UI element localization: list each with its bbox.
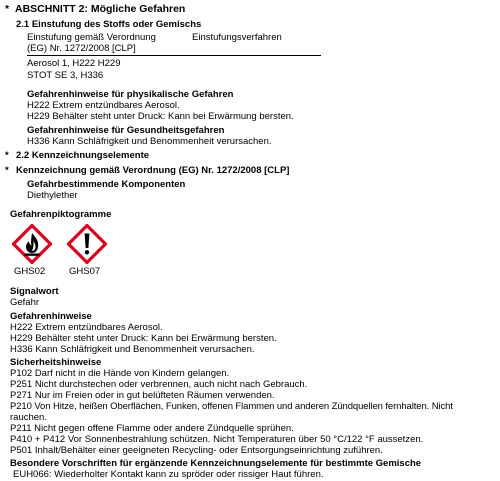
signal-word: Gefahr (10, 297, 40, 308)
health-hazard-1: H336 Kann Schläfrigkeit und Benommenheit verursachen. (27, 136, 272, 147)
classification-col-header-1b: (EG) Nr. 1272/2008 [CLP] (27, 43, 136, 54)
hazard-statement: H222 Extrem entzündbares Aerosol. (10, 322, 163, 333)
safety-statement: P271 Nur im Freien oder in gut belüfteten Räumen verwenden. (10, 390, 275, 401)
safety-statements-title: Sicherheitshinweise (10, 357, 102, 368)
classification-col-header-2: Einstufungsverfahren (192, 32, 282, 43)
subsection-2-1-title: 2.1 Einstufung des Stoffs oder Gemischs (16, 19, 202, 30)
pictograms-title: Gefahrenpiktogramme (10, 209, 112, 220)
table-divider (27, 55, 321, 56)
subsection-2-2-title: 2.2 Kennzeichnungselemente (16, 150, 150, 161)
ghs07-pictogram (67, 224, 107, 264)
safety-statement: P501 Inhalt/Behälter einer geeigneten Recycling- oder Entsorgungseinrichtung zuführen. (10, 445, 383, 456)
safety-statement: P102 Darf nicht in die Hände von Kindern gelangen. (10, 368, 230, 379)
ghs07-label: GHS07 (69, 266, 101, 277)
safety-statement: P251 Nicht durchstechen oder verbrennen, auch nicht nach Gebrauch. (10, 379, 308, 390)
special-provision: EUH066: Wiederholter Kontakt kann zu spröder oder rissiger Haut führen. (13, 469, 324, 480)
health-hazards-title: Gefahrenhinweise für Gesundheitsgefahren (27, 125, 225, 136)
safety-statement-continued: rauchen. (10, 412, 47, 423)
safety-statement: P211 Nicht gegen offene Flamme oder andere Zündquelle sprühen. (10, 423, 294, 434)
hazard-statement: H336 Kann Schläfrigkeit und Benommenheit verursachen. (10, 344, 255, 355)
ghs02-label: GHS02 (14, 266, 46, 277)
subsection-2-2-star: * (5, 150, 9, 161)
labelling-title: Kennzeichnung gemäß Verordnung (EG) Nr. 1272/2008 [CLP] (16, 165, 290, 176)
physical-hazard-2: H229 Behälter steht unter Druck: Kann bei Erwärmung bersten. (27, 111, 294, 122)
special-provisions-title: Besondere Vorschriften für ergänzende Kennzeichnungselemente für bestimmte Gemische (10, 458, 422, 469)
component-item: Diethylether (27, 190, 78, 201)
section-star: * (5, 3, 10, 15)
safety-statement: P210 Von Hitze, heißen Oberflächen, Funken, offenen Flammen und anderen Zündquellen fernhalten. Nicht (10, 401, 453, 412)
signal-word-title: Signalwort (10, 286, 59, 297)
hazard-statement: H229 Behälter steht unter Druck: Kann bei Erwärmung bersten. (10, 333, 277, 344)
section-title: ABSCHNITT 2: Mögliche Gefahren (15, 3, 186, 15)
components-title: Gefahrbestimmende Komponenten (27, 179, 186, 190)
safety-statement: P410 + P412 Vor Sonnenbestrahlung schützen. Nicht Temperaturen über 50 °C/122 °F aussetzen. (10, 434, 424, 445)
flame-icon (12, 224, 52, 264)
hazard-statements-title: Gefahrenhinweise (10, 311, 92, 322)
classification-row-2: STOT SE 3, H336 (27, 70, 104, 81)
physical-hazard-1: H222 Extrem entzündbares Aerosol. (27, 100, 180, 111)
physical-hazards-title: Gefahrenhinweise für physikalische Gefahren (27, 89, 234, 100)
exclamation-icon (67, 224, 107, 264)
labelling-star: * (5, 165, 9, 176)
classification-row-1: Aerosol 1, H222 H229 (27, 58, 121, 69)
classification-col-header-1: Einstufung gemäß Verordnung (27, 32, 156, 43)
ghs02-pictogram (12, 224, 52, 264)
